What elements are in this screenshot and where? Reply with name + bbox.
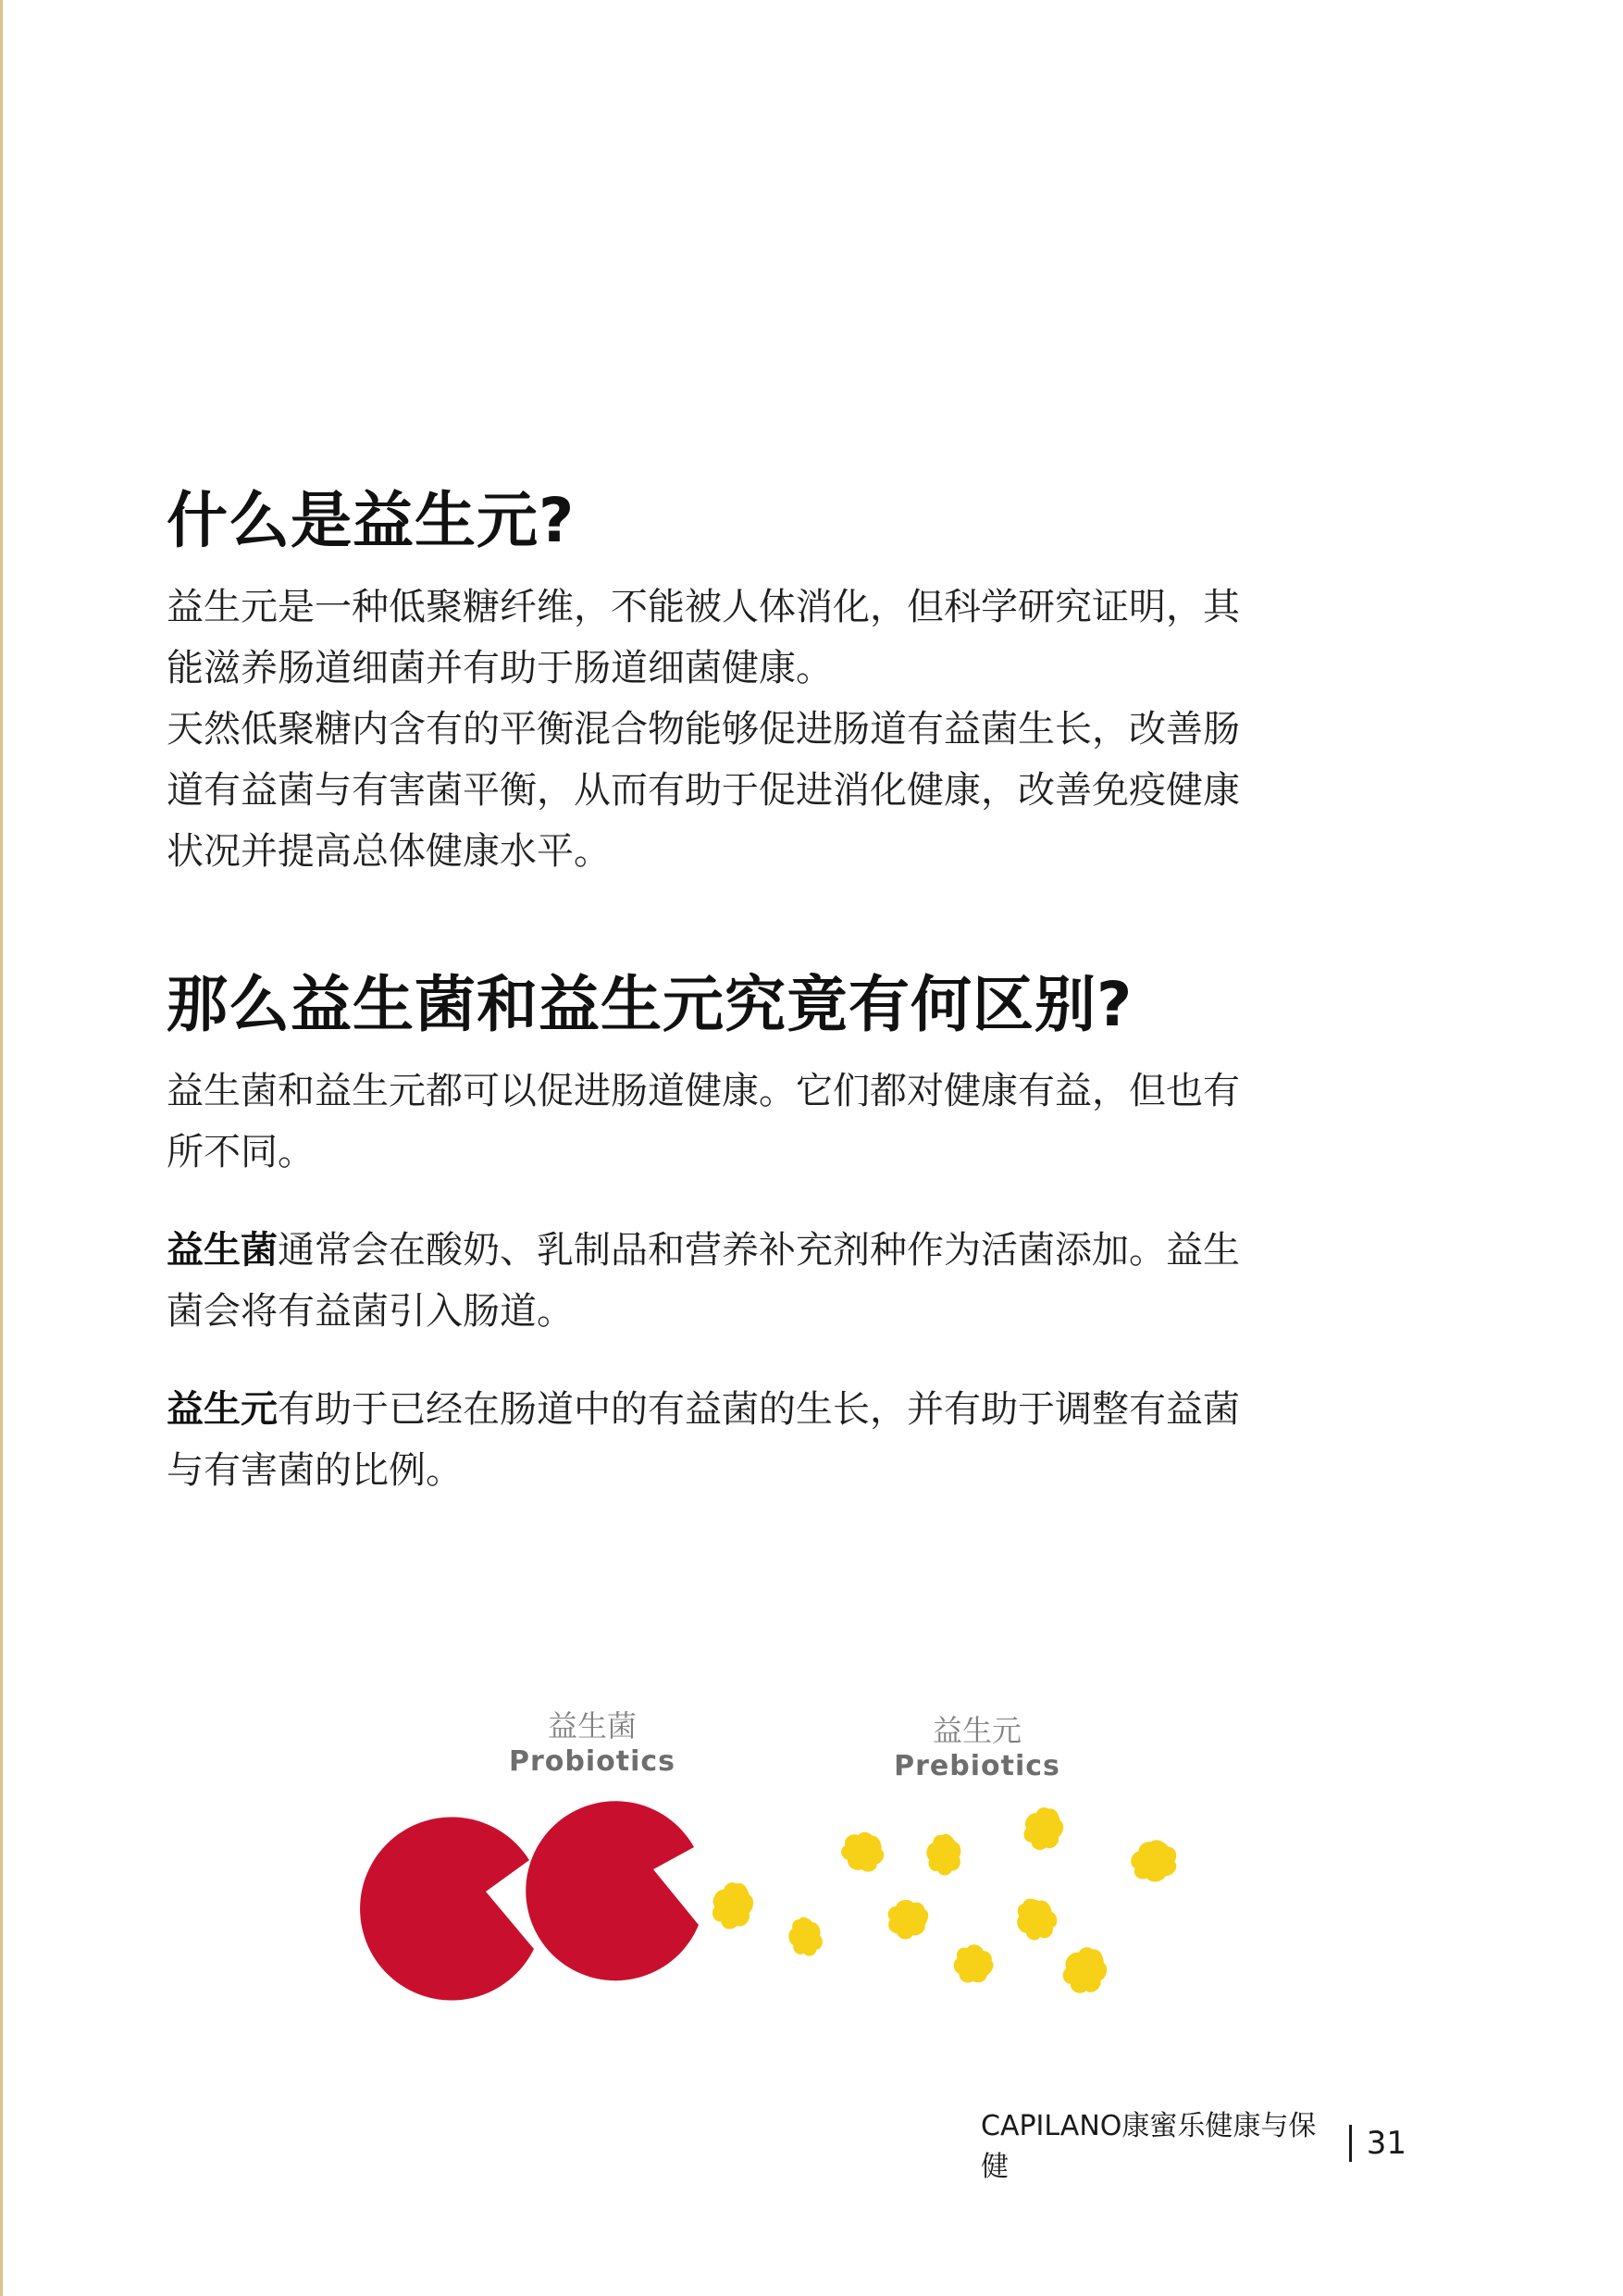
heading-difference: 那么益生菌和益生元究竟有何区别? xyxy=(167,969,1134,1040)
legend-prebiotics-en: Prebiotics xyxy=(894,1750,1060,1782)
prebiotic-blob xyxy=(1128,1837,1181,1886)
term-probiotics: 益生菌 xyxy=(167,1228,278,1272)
legend-probiotics-zh: 益生菌 xyxy=(547,1708,637,1744)
paragraph-prebiotic-definition: 益生元是一种低聚糖纤维，不能被人体消化，但科学研究证明，其能滋养肠道细菌并有助于肠道细菌健康。 xyxy=(167,585,1240,689)
footer-publication: CAPILANO康蜜乐健康与保健 xyxy=(981,2110,1317,2183)
page-number: 31 xyxy=(1366,2125,1406,2162)
footer-divider xyxy=(1349,2125,1352,2162)
probiotic-right xyxy=(526,1801,699,1980)
prebiotic-blob xyxy=(709,1879,757,1932)
prebiotic-blob xyxy=(1020,1803,1068,1855)
prebiotic-blob xyxy=(880,1893,935,1946)
prebiotic-blob xyxy=(925,1832,963,1877)
prebiotics-description: 有助于已经在肠道中的有益菌的生长，并有助于调整有益菌与有害菌的比例。 xyxy=(167,1387,1240,1492)
prebiotic-blob xyxy=(784,1913,828,1961)
probiotics-description: 通常会在酸奶、乳制品和营养补充剂种作为活菌添加。益生菌会将有益菌引入肠道。 xyxy=(167,1228,1240,1333)
term-prebiotics: 益生元 xyxy=(167,1387,278,1431)
prebiotic-blob xyxy=(835,1824,891,1880)
prebiotic-blob xyxy=(950,1942,996,1986)
paragraph-difference-intro: 益生菌和益生元都可以促进肠道健康。它们都对健康有益，但也有所不同。 xyxy=(167,1069,1240,1173)
legend-probiotics-en: Probiotics xyxy=(508,1745,676,1778)
page-footer xyxy=(981,2103,1406,2184)
legend-prebiotics-zh: 益生元 xyxy=(932,1713,1022,1748)
heading-what-is-prebiotic: 什么是益生元? xyxy=(167,485,576,556)
prebiotic-blob xyxy=(1008,1891,1065,1948)
probiotic-left xyxy=(360,1818,534,2001)
paragraph-oligosaccharide-benefits: 天然低聚糖内含有的平衡混合物能够促进肠道有益菌生长，改善肠道有益菌与有害菌平衡，从而有助于促进消化健康，改善免疫健康状况并提高总体健康水平。 xyxy=(167,707,1240,873)
prebiotic-blob xyxy=(1057,1942,1112,2000)
prebiotic-group xyxy=(709,1803,1181,2000)
